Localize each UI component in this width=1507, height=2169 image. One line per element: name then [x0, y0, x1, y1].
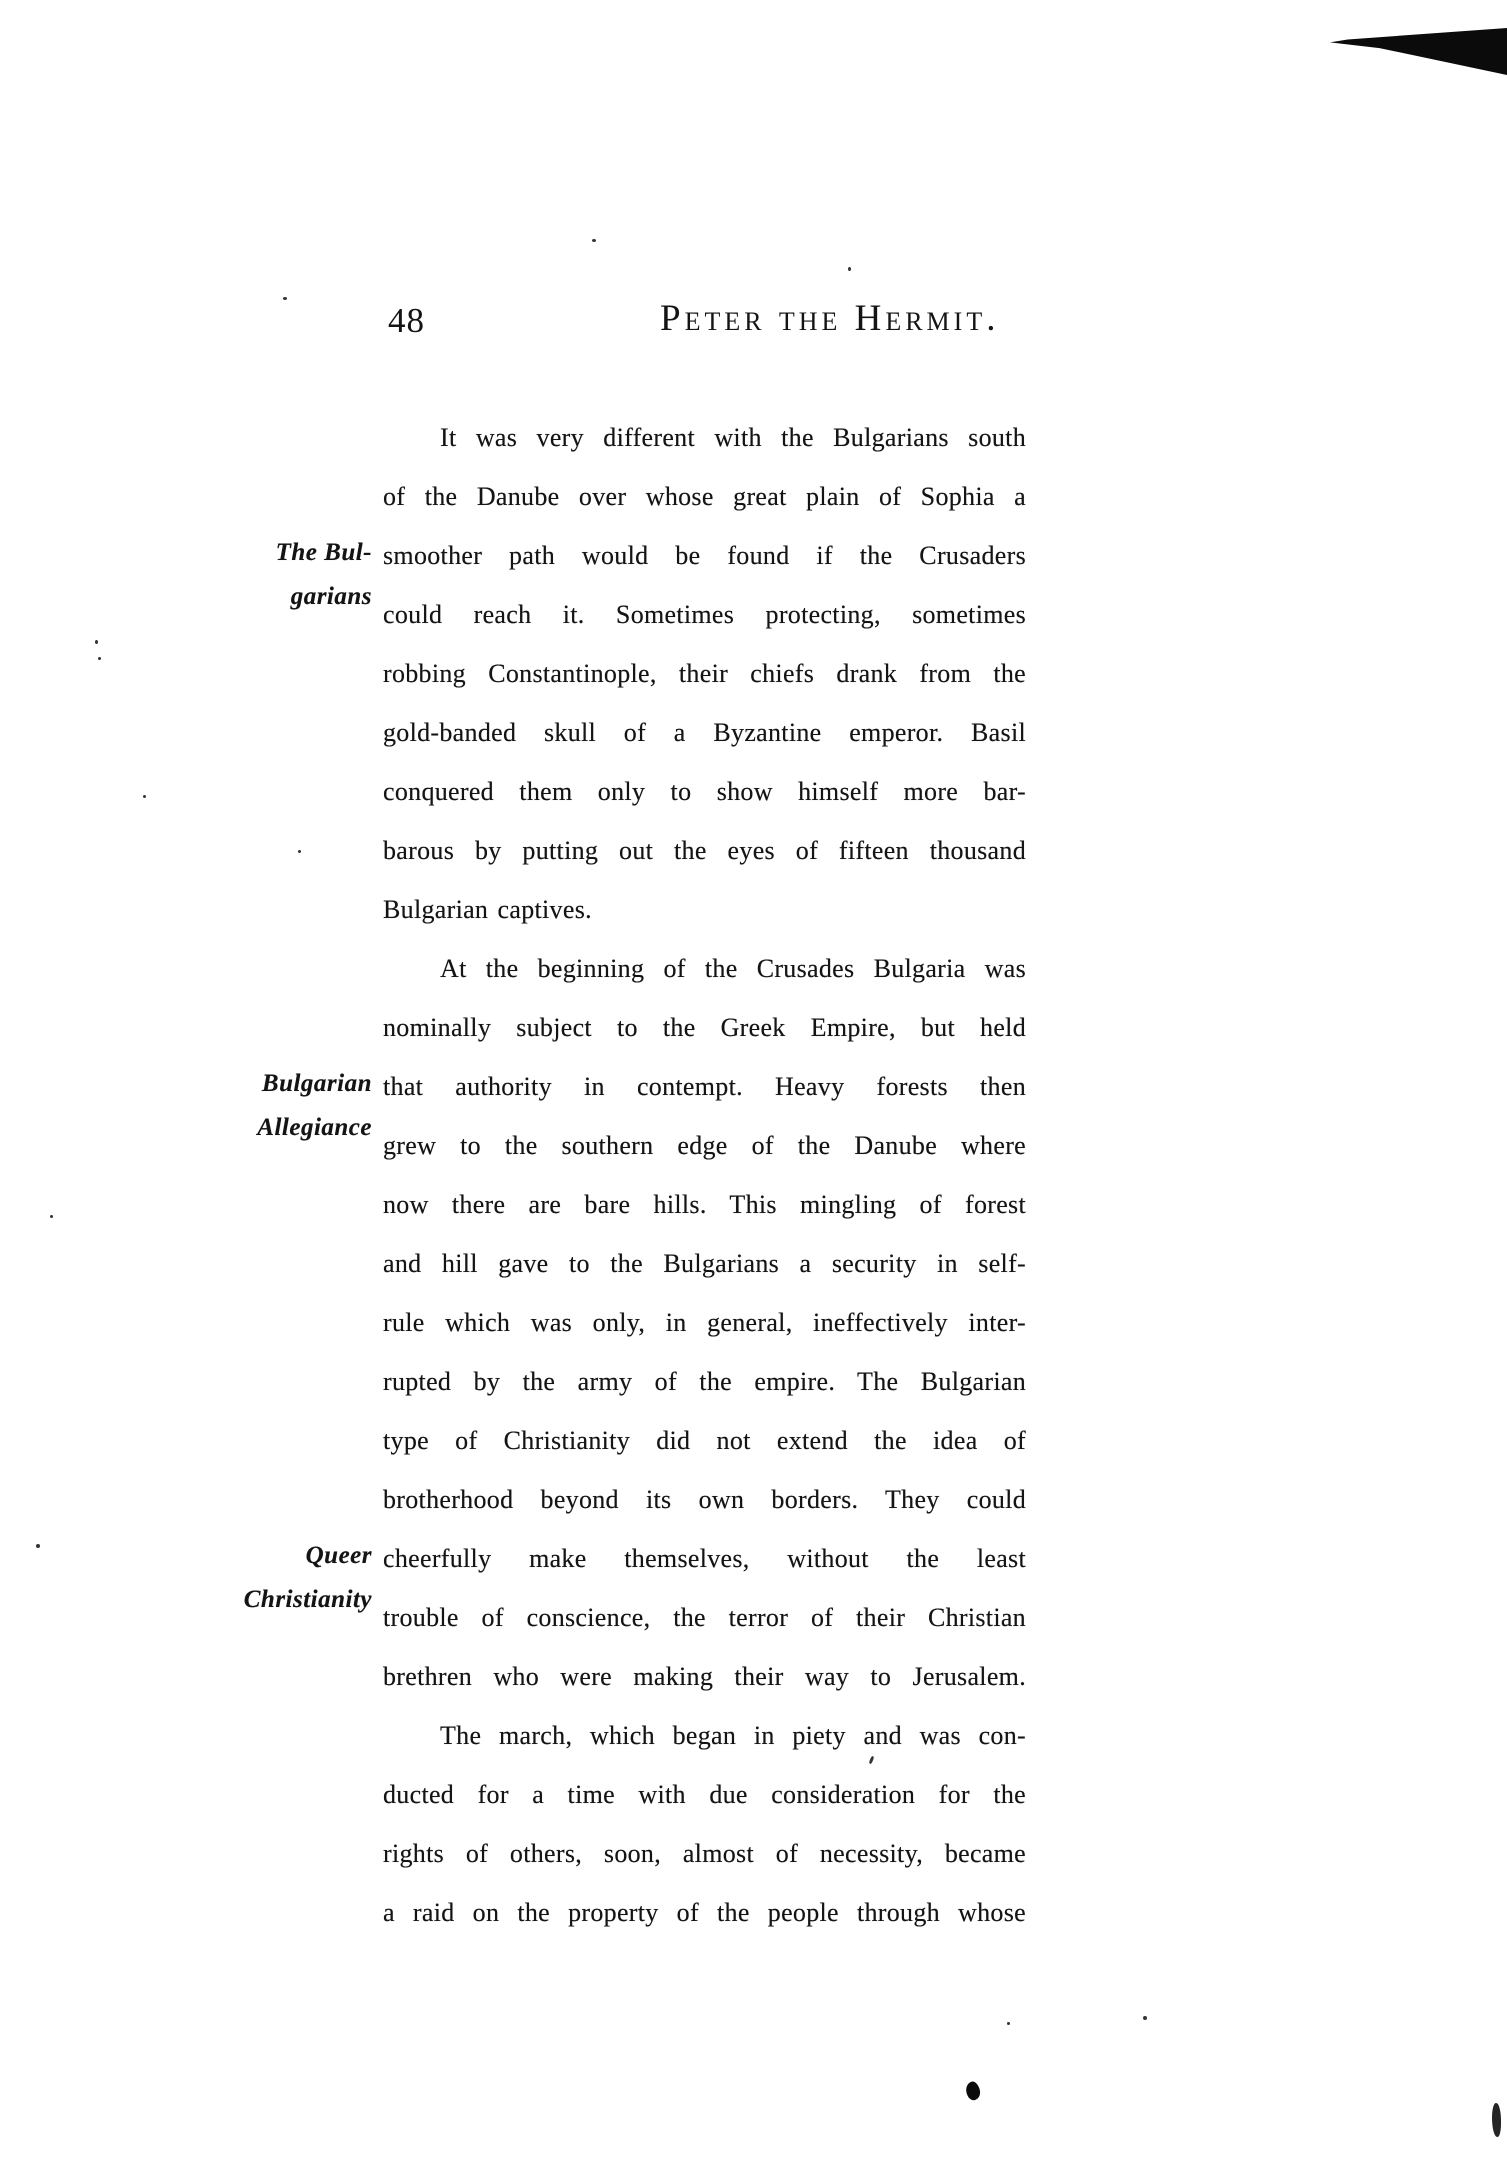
text-line: cheerfully make themselves, without the least [383, 1544, 1026, 1573]
text-line: now there are bare hills. This mingling of forest [383, 1190, 1026, 1219]
running-title: Peter the Hermit. [660, 298, 1000, 339]
ink-speck [1007, 2022, 1010, 2025]
ink-speck [98, 657, 101, 660]
text-line: conquered them only to show himself more bar- [383, 777, 1026, 806]
margin-note-line: Queer [305, 1542, 372, 1569]
margin-note-line: Bulgarian [261, 1070, 372, 1097]
text-line: At the beginning of the Crusades Bulgaria was [440, 954, 1026, 983]
margin-note-line: Christianity [243, 1586, 372, 1613]
page-number: 48 [388, 301, 425, 340]
margin-note [128, 1062, 372, 1150]
ink-speck [592, 239, 596, 242]
ink-speck [36, 1544, 40, 1548]
text-line: gold-banded skull of a Byzantine emperor. Basil [383, 718, 1026, 747]
text-line: grew to the southern edge of the Danube where [383, 1131, 1026, 1160]
ink-speck [95, 640, 98, 644]
text-line: barous by putting out the eyes of fifteen thousand [383, 836, 1026, 865]
text-line: rupted by the army of the empire. The Bulgarian [383, 1367, 1026, 1396]
text-line: rule which was only, in general, ineffectively inter- [383, 1308, 1026, 1337]
text-line: trouble of conscience, the terror of their Christian [383, 1603, 1026, 1632]
margin-note-line: The Bul- [275, 539, 372, 566]
text-line: and hill gave to the Bulgarians a security in self- [383, 1249, 1026, 1278]
text-line: The march, which began in piety and was con- [440, 1721, 1026, 1750]
ink-speck [283, 297, 287, 300]
ink-blob [963, 2080, 984, 2102]
ink-speck [848, 267, 851, 271]
text-line: brotherhood beyond its own borders. They could [383, 1485, 1026, 1514]
text-line: Bulgarian captives. [383, 895, 592, 924]
margin-note-line: Allegiance [257, 1114, 372, 1141]
text-line: brethren who were making their way to Jerusalem. [383, 1662, 1026, 1691]
margin-note [128, 531, 372, 619]
text-line: rights of others, soon, almost of necessity, became [383, 1839, 1026, 1868]
ink-speck [50, 1215, 53, 1218]
margin-note-line: garians [290, 583, 372, 610]
body-text [383, 408, 1026, 1942]
margin-note [128, 1534, 372, 1622]
ink-speck [1143, 2016, 1147, 2020]
text-line: type of Christianity did not extend the idea of [383, 1426, 1026, 1455]
text-line: a raid on the property of the people through whose [383, 1898, 1026, 1927]
ink-speck [298, 850, 301, 853]
text-line: smoother path would be found if the Crusaders [383, 541, 1026, 570]
text-line: that authority in contempt. Heavy forests then [383, 1072, 1026, 1101]
scan-smudge [1492, 2103, 1501, 2137]
text-line: could reach it. Sometimes protecting, sometimes [383, 600, 1026, 629]
text-line: of the Danube over whose great plain of Sophia a [383, 482, 1026, 511]
text-line: robbing Constantinople, their chiefs drank from the [383, 659, 1026, 688]
text-line: nominally subject to the Greek Empire, but held [383, 1013, 1026, 1042]
text-line: It was very different with the Bulgarians south [440, 423, 1026, 452]
ink-speck [143, 795, 146, 798]
scan-artifact-corner [1330, 27, 1507, 75]
text-line: ducted for a time with due consideration for the [383, 1780, 1026, 1809]
